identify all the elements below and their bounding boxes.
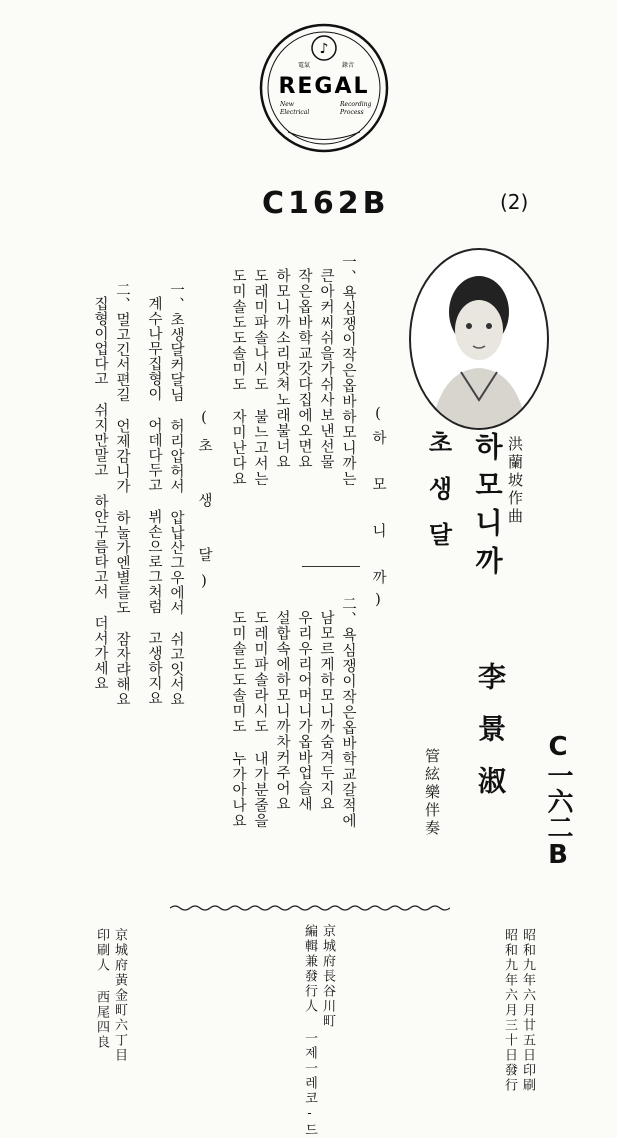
logo-brand: REGAL bbox=[278, 74, 370, 99]
catalog-number: C162B bbox=[262, 186, 390, 221]
song2-verse2-line-1: 二、멀고긴서편길 언제감니가 하눌가엔별들도 잠자랴해요 bbox=[114, 282, 130, 707]
verse2-line-2: 남모르게하모니까숨겨두지요 bbox=[318, 610, 334, 812]
page-number: (2) bbox=[500, 190, 529, 214]
printer-address: 京城府黃金町六丁目 bbox=[112, 928, 127, 1063]
song2-verse2-line-2: 집형이업다고 쉬지만말고 하얀구름타고서 더서가세요 bbox=[92, 296, 108, 691]
song2-verse1-line-2: 계수나무집형이 어데다두고 뷔손으로그처럼 고생하지요 bbox=[146, 296, 162, 706]
verse2-line-4: 설합속에하모니까차커주어요 bbox=[274, 610, 290, 812]
verse1-line-3: 작은옵바학교갓다집에오면요 bbox=[296, 268, 312, 470]
verse1-line-2: 큰아커씨쉬을가쉬사보낸선물 bbox=[318, 268, 334, 470]
print-date: 昭和九年六月廿五日印刷 bbox=[520, 928, 535, 1093]
song2-heading: (초 생 달) bbox=[196, 410, 212, 602]
side-code: C一六二B bbox=[543, 732, 573, 870]
publisher-name: 編輯兼發行人 一제一레코-드 bbox=[302, 924, 317, 1138]
song-title: 하모니까 bbox=[471, 432, 504, 584]
svg-text:♪: ♪ bbox=[319, 41, 329, 57]
verse1-line-4: 하모니까소리맛쳐노래불너요 bbox=[274, 268, 290, 470]
singer-name: 李景淑 bbox=[474, 662, 507, 818]
verse2-line-6: 도미솔도도솔미도 누가아나요 bbox=[230, 610, 246, 829]
verse1-line-1: 一、욕심쟁이작은옵바하모니까는 bbox=[340, 254, 356, 487]
logo-small-left: 電氣 bbox=[298, 62, 311, 69]
verse2-line-1: 二、욕심쟁이작은옵바학교갈적에 bbox=[340, 596, 356, 829]
verse2-line-5: 도레미파솔라시도 내가분줄을 bbox=[252, 610, 268, 829]
section-divider bbox=[302, 566, 360, 567]
publish-date: 昭和九年六月三十日發行 bbox=[502, 928, 517, 1093]
printer-name: 印刷人 西尾四良 bbox=[94, 928, 109, 1050]
portrait-icon bbox=[411, 250, 547, 428]
publisher-address: 京城府長谷川町 bbox=[320, 924, 335, 1029]
logo-sub-right-2: Process bbox=[340, 109, 364, 116]
verse2-line-3: 우리우리어머니가옵바업슬새 bbox=[296, 610, 312, 812]
singer-portrait bbox=[409, 248, 549, 430]
logo-small-right: 錄音 bbox=[342, 62, 355, 69]
song1-heading: (하 모 니 까) bbox=[370, 406, 386, 616]
verse1-line-5: 도레미파솔나시도 불느고서는 bbox=[252, 268, 268, 487]
song2-title: 초생달 bbox=[424, 430, 453, 568]
regal-logo bbox=[258, 22, 390, 154]
logo-sub-left-1: New bbox=[280, 101, 294, 108]
accompaniment: 管絃樂伴奏 bbox=[423, 748, 441, 838]
logo-sub-left-2: Electrical bbox=[280, 109, 310, 116]
song2-verse1-line-1: 一、초생달커달님 허리압허서 압납산그우에서 쉬고잇서요 bbox=[168, 282, 184, 707]
verse1-line-6: 도미솔도도솔미도 자미난다요 bbox=[230, 268, 246, 487]
composer: 洪蘭坡作曲 bbox=[506, 436, 524, 526]
footer-separator bbox=[170, 904, 450, 912]
logo-sub-right-1: Recording bbox=[340, 101, 372, 108]
